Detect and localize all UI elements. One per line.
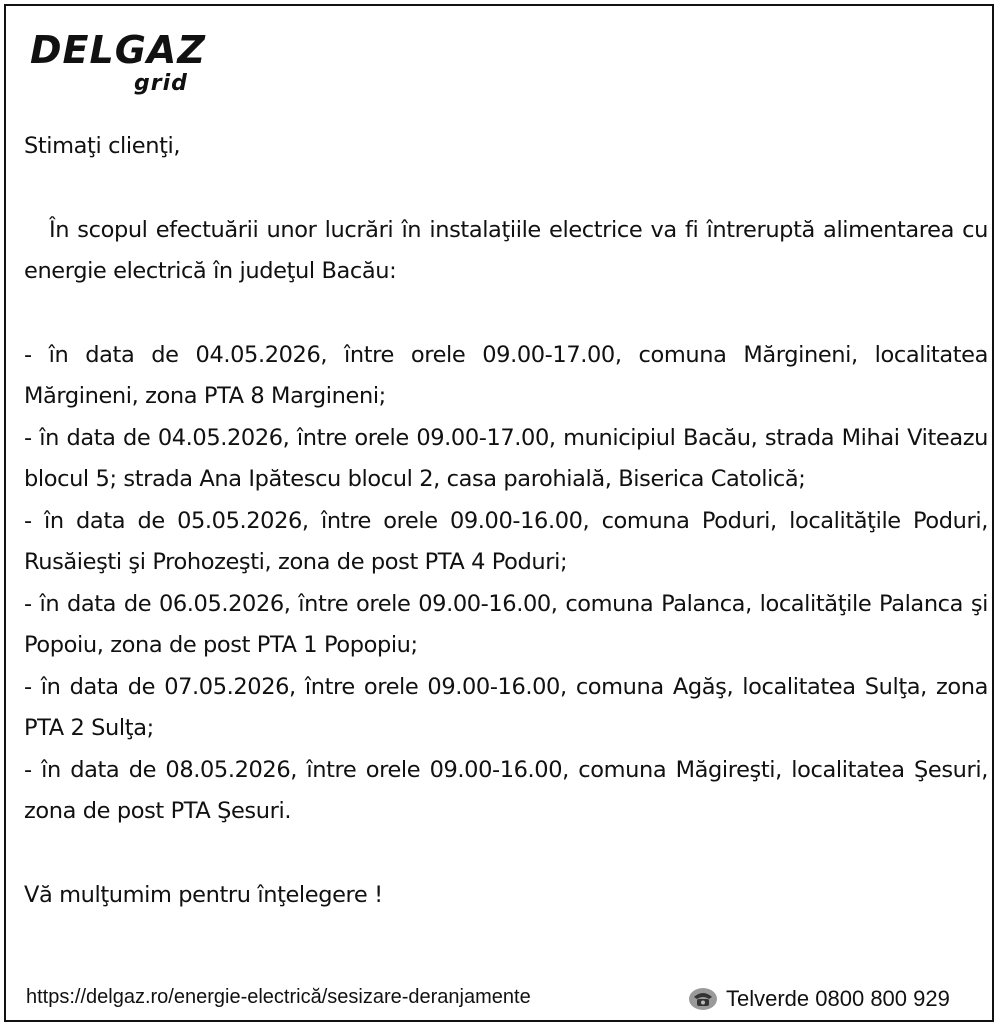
delgaz-logo [30, 30, 210, 100]
notice-body [24, 126, 988, 916]
logo-sub-text: grid [134, 71, 188, 96]
telephone-icon [688, 987, 718, 1011]
greeting: Stimaţi clienţi, [24, 133, 181, 159]
outage-item: - în data de 04.05.2026, între orele 09.00-17.00, municipiul Bacău, strada Mihai Viteazu blocul 5; strada Ana Ipătescu blocul 2, casa parohială, Biserica Catolică; [24, 424, 988, 492]
thanks-line: Vă mulţumim pentru înţelegere ! [24, 881, 383, 908]
outage-item: - în data de 06.05.2026, între orele 09.00-16.00, comuna Palanca, localităţile Palanca şi Popoiu, zona de post PTA 1 Popopiu; [24, 590, 988, 658]
intro-paragraph: În scopul efectuării unor lucrări în instalaţiile electrice va fi întreruptă alimentarea cu energie electrică în judeţul Bacău: [24, 216, 988, 284]
footer-url[interactable]: https://delgaz.ro/energie-electrică/sesizare-deranjamente [26, 986, 531, 1008]
outage-item: - în data de 05.05.2026, între orele 09.00-16.00, comuna Poduri, localităţile Poduri, Rusăieşti şi Prohozeşti, zona de post PTA 4 Poduri; [24, 507, 988, 575]
phone-text: Telverde 0800 800 929 [726, 986, 950, 1011]
outage-item: - în data de 04.05.2026, între orele 09.00-17.00, comuna Mărgineni, localitatea Mărgineni, zona PTA 8 Margineni; [24, 341, 988, 409]
outage-list [24, 335, 988, 833]
outage-item: - în data de 08.05.2026, între orele 09.00-16.00, comuna Măgireşti, localitatea Şesuri, zona de post PTA Şesuri. [24, 756, 988, 824]
footer-phone [688, 984, 950, 1014]
logo-main-text: DELGAZ [30, 28, 206, 72]
outage-item: - în data de 07.05.2026, între orele 09.00-16.00, comuna Agăş, localitatea Sulţa, zona PTA 2 Sulţa; [24, 673, 988, 741]
notice-frame [4, 4, 994, 1022]
